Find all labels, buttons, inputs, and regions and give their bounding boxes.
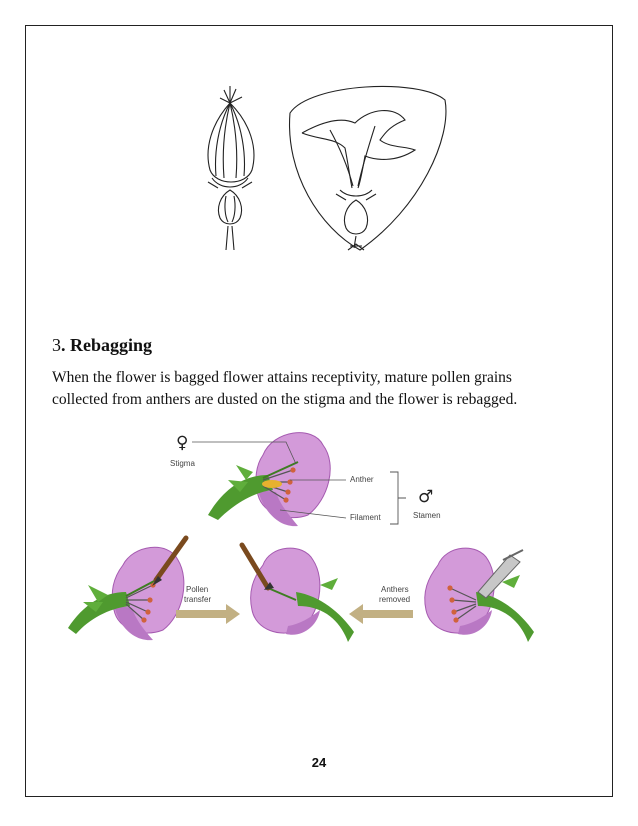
labeled-flower bbox=[208, 433, 330, 526]
section-paragraph bbox=[52, 367, 590, 411]
female-symbol: ♀ bbox=[176, 433, 189, 453]
paragraph-line-1: When the flower is bagged flower attains receptivity, mature pollen grains bbox=[52, 369, 512, 386]
male-symbol: ♂ bbox=[418, 487, 434, 507]
pollen-transfer-arrow bbox=[176, 604, 240, 624]
page-number: 24 bbox=[311, 755, 327, 770]
anthers-removed-arrow bbox=[349, 604, 413, 624]
flower-pollinated bbox=[68, 538, 186, 640]
paragraph-line-2: collected from anthers are dusted on the stigma and the flower is rebagged. bbox=[52, 391, 518, 408]
section-heading bbox=[52, 335, 152, 356]
pollen-transfer-label-2: transfer bbox=[184, 595, 212, 604]
flower-receiving-pollen bbox=[242, 545, 354, 642]
anther-label: Anther bbox=[350, 475, 374, 484]
stigma-label: Stigma bbox=[170, 459, 195, 468]
pollen-transfer-label-1: Pollen bbox=[186, 585, 209, 594]
filament-label: Filament bbox=[350, 513, 381, 522]
section-number: 3 bbox=[52, 335, 61, 355]
pollination-diagram bbox=[58, 420, 588, 670]
stamen-bracket bbox=[390, 472, 406, 524]
stamen-label: Stamen bbox=[413, 511, 441, 520]
flower-emasculated bbox=[425, 548, 534, 642]
anthers-removed-label-1: Anthers bbox=[381, 585, 409, 594]
anthers-removed-label-2: removed bbox=[379, 595, 411, 604]
section-title: . Rebagging bbox=[61, 335, 153, 355]
bagged-flower-illustration bbox=[190, 78, 455, 263]
